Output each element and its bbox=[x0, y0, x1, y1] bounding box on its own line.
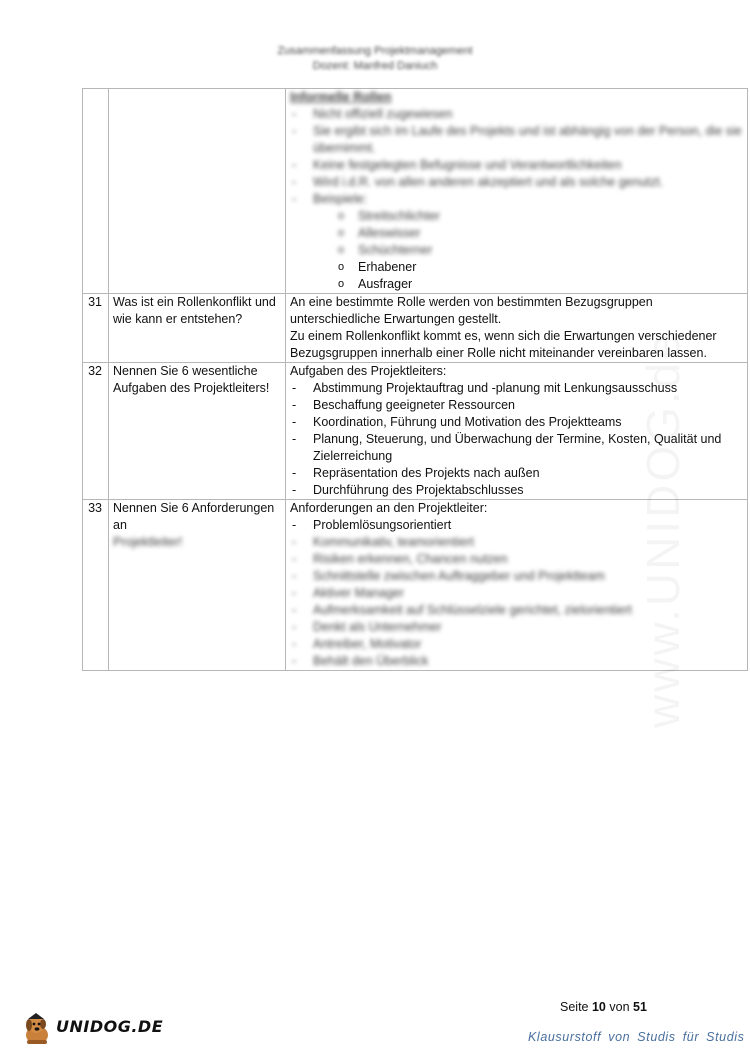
answer-intro: Aufgaben des Projektleiters: bbox=[290, 364, 447, 378]
row-number bbox=[83, 89, 109, 294]
list-item: - Sie ergibt sich im Laufe des Projekts und ist abhängig von der Person, die sie übernimmt. bbox=[290, 123, 743, 157]
list-item: - Keine festgelegten Befugnisse und Verantwortlichkeiten bbox=[290, 157, 743, 174]
list-item: - Beschaffung geeigneter Ressourcen bbox=[290, 397, 743, 414]
list-item: - Repräsentation des Projekts nach außen bbox=[290, 465, 743, 482]
page-number bbox=[560, 1000, 647, 1014]
row-question: Nennen Sie 6 wesentliche Aufgaben des Projektleiters! bbox=[109, 363, 286, 500]
row-number: 31 bbox=[83, 294, 109, 363]
page-of: von bbox=[609, 1000, 630, 1014]
page-total: 51 bbox=[633, 1000, 647, 1014]
list-item: - Planung, Steuerung, und Überwachung der Termine, Kosten, Qualität und Zielerreichung bbox=[290, 431, 743, 465]
question-text: Nennen Sie 6 Anforderungen an bbox=[113, 501, 275, 532]
list-item: - Problemlösungsorientiert bbox=[290, 517, 743, 534]
list-item: - Denkt als Unternehmer bbox=[290, 619, 743, 636]
row-number: 32 bbox=[83, 363, 109, 500]
list-item: - Aufmerksamkeit auf Schlüsselziele gerichtet, zielorientiert bbox=[290, 602, 743, 619]
list-item: - Aktiver Manager bbox=[290, 585, 743, 602]
list-item: - Schnittstelle zwischen Auftraggeber und Projektteam bbox=[290, 568, 743, 585]
page-header bbox=[0, 44, 750, 74]
page-label: Seite bbox=[560, 1000, 589, 1014]
examples-list bbox=[290, 259, 743, 293]
answer-paragraph: Zu einem Rollenkonflikt kommt es, wenn sich die Erwartungen verschiedener Bezugsgruppen innerhalb einer Rolle nicht miteinander vereinbaren lassen. bbox=[290, 329, 717, 360]
list-item: - Behält den Überblick bbox=[290, 653, 743, 670]
list-item: - Wird i.d.R. von allen anderen akzeptiert und als solche genutzt. bbox=[290, 174, 743, 191]
logo-text: UNIDOG.DE bbox=[56, 1017, 164, 1036]
list-item: o Schüchterner bbox=[335, 242, 743, 259]
watermark bbox=[636, 331, 690, 728]
row-number: 33 bbox=[83, 500, 109, 671]
question-text-hidden: Projektleiter! bbox=[113, 535, 183, 549]
list-item: o Ausfrager bbox=[335, 276, 743, 293]
row-question bbox=[109, 500, 286, 671]
list-item: o Erhabener bbox=[335, 259, 743, 276]
header-lecturer: Dozent: Manfred Daniuch bbox=[312, 60, 438, 72]
list-item: - Abstimmung Projektauftrag und -planung mit Lenkungsausschuss bbox=[290, 380, 743, 397]
list-item: o Alleswisser bbox=[335, 225, 743, 242]
list-item: - Koordination, Führung und Motivation des Projektteams bbox=[290, 414, 743, 431]
row-answer bbox=[286, 89, 748, 294]
list-item: - Kommunikativ, teamorientiert bbox=[290, 534, 743, 551]
footer-tagline: Klausurstoff von Studis für Studis bbox=[528, 1030, 745, 1044]
row-question bbox=[109, 89, 286, 294]
page-current: 10 bbox=[591, 1000, 606, 1014]
table-row bbox=[83, 89, 748, 294]
row-question: Was ist ein Rollenkonflikt und wie kann er entstehen? bbox=[109, 294, 286, 363]
list-item: o Streitschlichter bbox=[335, 208, 743, 225]
list-item: - Durchführung des Projektabschlusses bbox=[290, 482, 743, 499]
header-title: Zusammenfassung Projektmanagement bbox=[277, 45, 473, 57]
answer-heading: Informelle Rollen bbox=[290, 90, 392, 104]
list-item: - Nicht offiziell zugewiesen bbox=[290, 106, 743, 123]
answer-list bbox=[290, 106, 743, 208]
list-item: - Beispiele: bbox=[290, 191, 743, 208]
examples-list-hidden bbox=[290, 208, 743, 259]
answer-paragraph: An eine bestimmte Rolle werden von bestimmten Bezugsgruppen unterschiedliche Erwartungen gestellt. bbox=[290, 295, 653, 326]
answer-intro: Anforderungen an den Projektleiter: bbox=[290, 501, 488, 515]
list-item: - Antreiber, Motivator bbox=[290, 636, 743, 653]
list-item: - Risiken erkennen, Chancen nutzen bbox=[290, 551, 743, 568]
